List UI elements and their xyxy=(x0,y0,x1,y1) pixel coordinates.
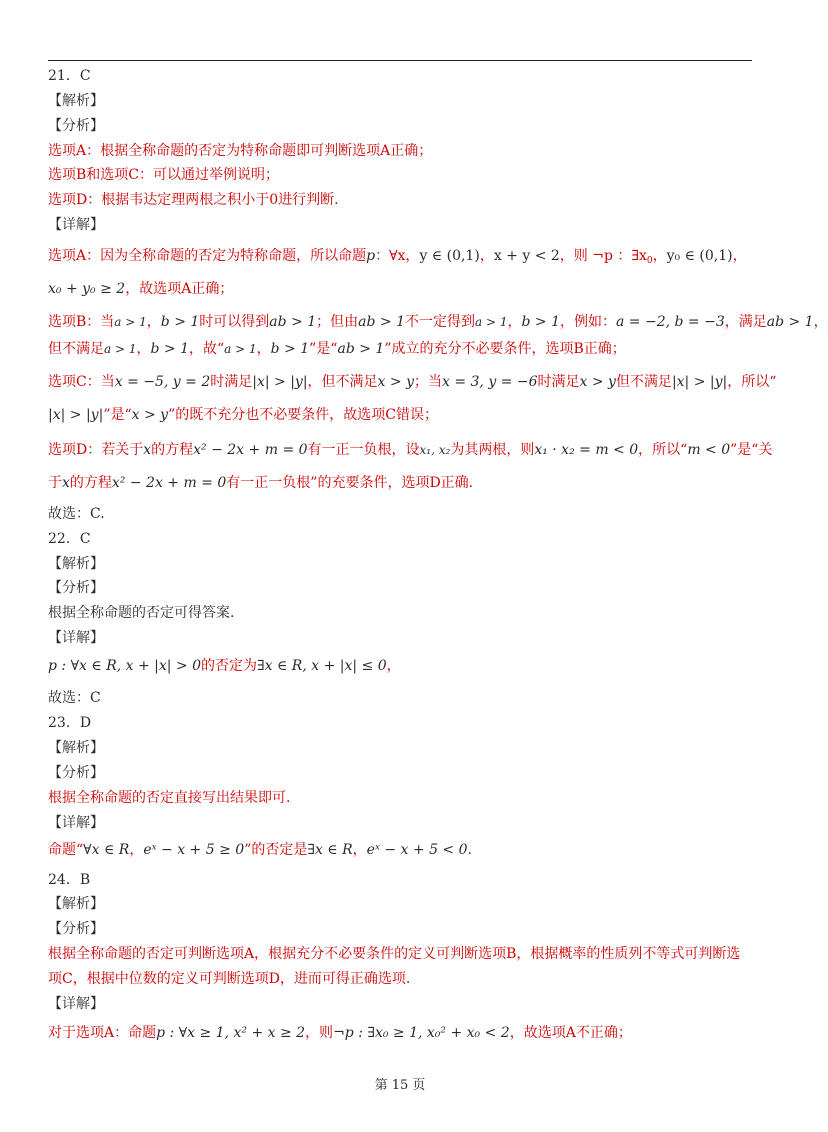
q23-fenxi-heading: 【分析】 xyxy=(48,765,104,781)
q22-answer: 故选：C xyxy=(48,690,101,706)
q24-jiexi-heading: 【解析】 xyxy=(48,896,104,912)
q21-option-b-line-1: 选项B：当a > 1，b > 1时可以得到ab > 1；但由ab > 1不一定得到a > 1，b > 1，例如：a = −2, b = −3，满足ab > 1， xyxy=(48,314,828,330)
q21-analysis-line-1: 选项A：根据全称命题的否定为特称命题即可判断选项A正确； xyxy=(48,143,433,159)
q23-xiangjie-heading: 【详解】 xyxy=(48,815,104,831)
top-rule xyxy=(48,60,752,61)
q23-number: 23．D xyxy=(48,715,92,731)
q24-analysis-line-2: 项C，根据中位数的定义可判断选项D，进而可得正确选项. xyxy=(48,971,411,987)
q23-jiexi-heading: 【解析】 xyxy=(48,740,104,756)
q21-option-d-line-1: 选项D：若关于x的方程x² − 2x + m = 0有一正一负根，设x₁, x₂为其两根，则x₁ · x₂ = m < 0，所以“m < 0”是“关 xyxy=(48,442,773,458)
q21-analysis-line-2: 选项B和选项C：可以通过举例说明； xyxy=(48,167,279,183)
q21-option-a-line-2: x₀ + y₀ ≥ 2，故选项A正确； xyxy=(48,281,234,297)
q24-analysis-line-1: 根据全称命题的否定可判断选项A，根据充分不必要条件的定义可判断选项B，根据概率的性质列不等式可判断选 xyxy=(48,946,741,962)
q22-fenxi-heading: 【分析】 xyxy=(48,580,104,596)
q23-detail-line-1: 命题“∀x ∈ R，eˣ − x + 5 ≥ 0”的否定是∃x ∈ R，eˣ − x + 5 < 0. xyxy=(48,842,472,858)
q23-analysis-line-1: 根据全称命题的否定直接写出结果即可. xyxy=(48,790,291,806)
q21-option-a-line-1: 选项A：因为全称命题的否定为特称命题，所以命题p：∀x，y ∈ (0,1)，x + y < 2，则 ¬p ：$\exists x_0$，y₀ ∈ (0,1)， xyxy=(48,248,747,266)
q22-number: 22．C xyxy=(48,531,91,547)
q24-detail-line-1: 对于选项A：命题p : ∀x ≥ 1, x² + x ≥ 2，则¬p : ∃x₀ ≥ 1, x₀² + x₀ < 2，故选项A不正确； xyxy=(48,1025,632,1041)
q21-option-d-line-2: 于x的方程x² − 2x + m = 0有一正一负根”的充要条件，选项D正确. xyxy=(48,475,474,491)
q22-xiangjie-heading: 【详解】 xyxy=(48,630,104,646)
page-number: 第 15 页 xyxy=(374,1078,426,1093)
q21-jiexi-heading: 【解析】 xyxy=(48,93,104,109)
q21-option-b-line-2: 但不满足a > 1，b > 1，故“a > 1，b > 1”是“ab > 1”成立的充分不必要条件，选项B正确； xyxy=(48,341,626,357)
q22-jiexi-heading: 【解析】 xyxy=(48,556,104,572)
q22-analysis-line-1: 根据全称命题的否定可得答案. xyxy=(48,605,235,621)
q24-number: 24．B xyxy=(48,872,91,888)
q24-fenxi-heading: 【分析】 xyxy=(48,921,104,937)
q24-xiangjie-heading: 【详解】 xyxy=(48,996,104,1012)
q22-detail-line-1: p : ∀x ∈ R, x + |x| > 0的否定为∃x ∈ R, x + |x| ≤ 0， xyxy=(48,658,401,674)
q21-number: 21．C xyxy=(48,68,91,84)
q21-option-c-line-2: |x| > |y|”是“x > y”的既不充分也不必要条件，故选项C错误； xyxy=(48,407,438,423)
q21-xiangjie-heading: 【详解】 xyxy=(48,217,104,233)
q21-fenxi-heading: 【分析】 xyxy=(48,118,104,134)
q21-analysis-line-3: 选项D：根据韦达定理两根之积小于0进行判断. xyxy=(48,192,339,208)
q21-answer: 故选：C. xyxy=(48,506,105,522)
q21-option-c-line-1: 选项C：当x = −5, y = 2时满足|x| > |y|，但不满足x > y；当x = 3, y = −6时满足x > y但不满足|x| > |y|，所以“ xyxy=(48,374,777,390)
